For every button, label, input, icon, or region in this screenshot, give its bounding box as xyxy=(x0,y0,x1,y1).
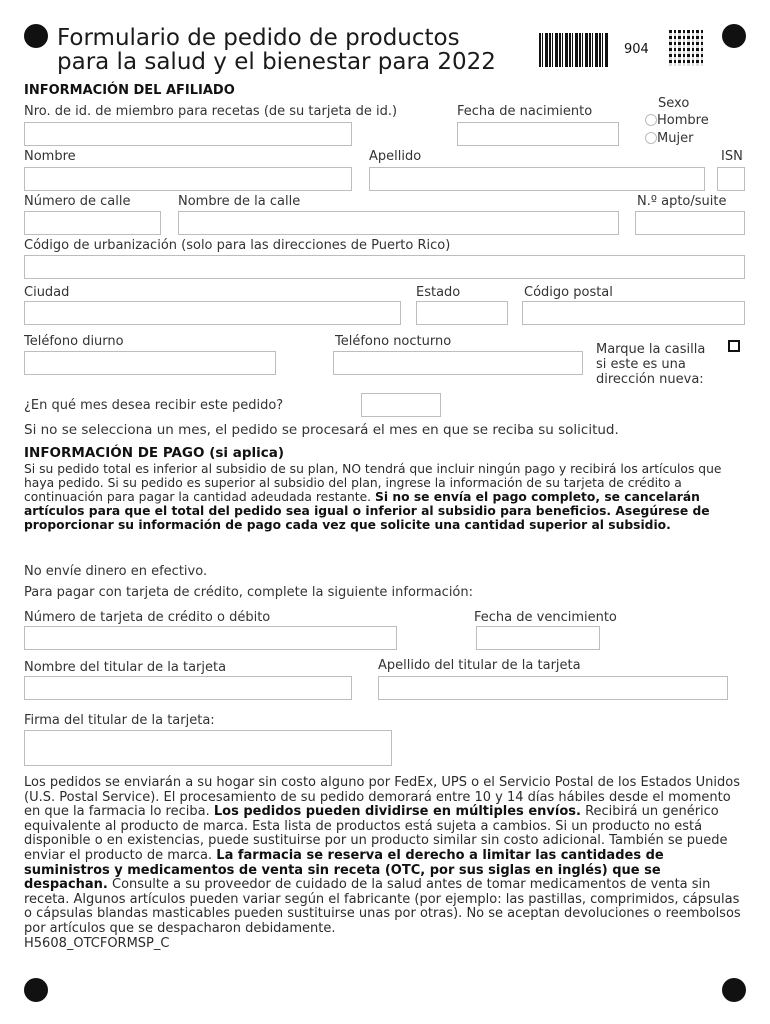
signature-label: Firma del titular de la tarjeta: xyxy=(24,713,215,728)
street-number-field[interactable] xyxy=(24,211,161,235)
registration-mark-icon xyxy=(24,978,48,1002)
shipping-text-2: Recibirá un genérico equivalente al producto de marca. Esta lista de productos está sujeta a cambios. Si un producto no está disponible o en existencias, puede sustituirse por un producto similar sin costo adicional. También se puede enviar el producto de marca. xyxy=(24,804,728,863)
card-number-field[interactable] xyxy=(24,626,397,650)
month-question: ¿En qué mes desea recibir este pedido? xyxy=(24,398,284,413)
payment-paragraph-text: Si su pedido total es inferior al subsidio de su plan, NO tendrá que incluir ningún pago y recibirá los artículos que haya pedido. Si su pedido es superior al subsidio del plan, ingrese la información de su tarjeta de crédito a continuación para pagar la cantidad adeudada restante. xyxy=(24,462,722,504)
shipping-bold-2: La farmacia se reserva el derecho a limitar las cantidades de suministros y medicamentos de venta sin receta (OTC, por sus siglas en inglés) que se despachan. xyxy=(24,847,664,893)
member-id-label: Nro. de id. de miembro para recetas (de su tarjeta de id.) xyxy=(24,104,398,119)
male-radio[interactable] xyxy=(645,114,657,126)
registration-mark-icon xyxy=(722,24,746,48)
no-cash-note: No envíe dinero en efectivo. xyxy=(24,564,208,579)
expiry-field[interactable] xyxy=(476,626,600,650)
new-address-note xyxy=(596,342,705,387)
holder-first-label: Nombre del titular de la tarjeta xyxy=(24,660,227,675)
new-address-line1: Marque la casilla xyxy=(596,342,706,357)
member-id-field[interactable] xyxy=(24,122,352,146)
shipping-paragraph xyxy=(24,776,748,951)
first-name-field[interactable] xyxy=(24,167,352,191)
payment-paragraph-bold: Si no se envía el pago completo, se cancelarán artículos para que el total del pedido sea igual o inferior al subsidio para beneficios. Asegúrese de proporcionar su información de pago cada vez que solicite una cantidad superior al subsidio. xyxy=(24,490,710,532)
holder-last-field[interactable] xyxy=(378,676,728,700)
night-phone-field[interactable] xyxy=(333,351,583,375)
form-title xyxy=(57,26,496,74)
isn-field[interactable] xyxy=(717,167,745,191)
shipping-text-3: Consulte a su proveedor de cuidado de la salud antes de tomar medicamentos de venta sin receta. Algunos artículos pueden variar según el fabricante (por ejemplo: las pastillas, comprimidos, cápsulas o cápsulas blandas masticables pueden sustituirse unas por otras). No se aceptan devoluciones o reembolsos por artículos que se despacharon debidamente. xyxy=(24,877,741,936)
form-code-footer: H5608_OTCFORMSP_C xyxy=(24,935,170,951)
payment-heading: INFORMACIÓN DE PAGO (si aplica) xyxy=(24,445,285,461)
new-address-line3: dirección nueva: xyxy=(596,372,704,387)
first-name-label: Nombre xyxy=(24,149,76,164)
month-note: Si no se selecciona un mes, el pedido se procesará el mes en que se reciba su solicitud. xyxy=(24,422,619,438)
isn-label: ISN xyxy=(721,149,743,164)
sex-label: Sexo xyxy=(658,96,690,111)
urbanization-label: Código de urbanización (solo para las direcciones de Puerto Rico) xyxy=(24,238,451,253)
card-number-label: Número de tarjeta de crédito o débito xyxy=(24,610,271,625)
form-title-line1: Formulario de pedido de productos xyxy=(57,25,460,51)
city-field[interactable] xyxy=(24,301,401,325)
member-heading: INFORMACIÓN DEL AFILIADO xyxy=(24,83,235,98)
street-number-label: Número de calle xyxy=(24,194,131,209)
form-code: 904 xyxy=(624,42,649,57)
zip-label: Código postal xyxy=(524,285,613,300)
female-radio[interactable] xyxy=(645,132,657,144)
month-field[interactable] xyxy=(361,393,441,417)
form-title-line2: para la salud y el bienestar para 2022 xyxy=(57,49,496,75)
state-field[interactable] xyxy=(416,301,508,325)
registration-mark-icon xyxy=(722,978,746,1002)
holder-last-label: Apellido del titular de la tarjeta xyxy=(378,658,581,673)
day-phone-field[interactable] xyxy=(24,351,276,375)
registration-mark-icon xyxy=(24,24,48,48)
qr-code-icon xyxy=(669,30,705,66)
street-name-field[interactable] xyxy=(178,211,619,235)
city-label: Ciudad xyxy=(24,285,70,300)
payment-paragraph xyxy=(24,462,748,532)
urbanization-field[interactable] xyxy=(24,255,745,279)
holder-first-field[interactable] xyxy=(24,676,352,700)
dob-label: Fecha de nacimiento xyxy=(457,104,593,119)
new-address-checkbox[interactable] xyxy=(728,340,740,352)
apt-field[interactable] xyxy=(635,211,745,235)
dob-field[interactable] xyxy=(457,122,619,146)
state-label: Estado xyxy=(416,285,461,300)
male-label: Hombre xyxy=(657,113,709,128)
day-phone-label: Teléfono diurno xyxy=(24,334,124,349)
barcode-icon xyxy=(539,33,609,67)
signature-field[interactable] xyxy=(24,730,392,766)
street-name-label: Nombre de la calle xyxy=(178,194,301,209)
shipping-text-1: Los pedidos se enviarán a su hogar sin costo alguno por FedEx, UPS o el Servicio Postal de los Estados Unidos (U.S. Postal Service). El procesamiento de su pedido demorará entre 10 y 14 días hábiles desde el momento en que la farmacia lo reciba. xyxy=(24,775,740,820)
expiry-label: Fecha de vencimiento xyxy=(474,610,617,625)
last-name-label: Apellido xyxy=(369,149,422,164)
new-address-line2: si este es una xyxy=(596,357,686,372)
payment-instructions: Para pagar con tarjeta de crédito, complete la siguiente información: xyxy=(24,585,474,600)
apt-label: N.º apto/suite xyxy=(637,194,727,209)
zip-field[interactable] xyxy=(522,301,745,325)
night-phone-label: Teléfono nocturno xyxy=(335,334,452,349)
last-name-field[interactable] xyxy=(369,167,705,191)
shipping-bold-1: Los pedidos pueden dividirse en múltiples envíos. xyxy=(213,804,581,820)
female-label: Mujer xyxy=(657,131,694,146)
